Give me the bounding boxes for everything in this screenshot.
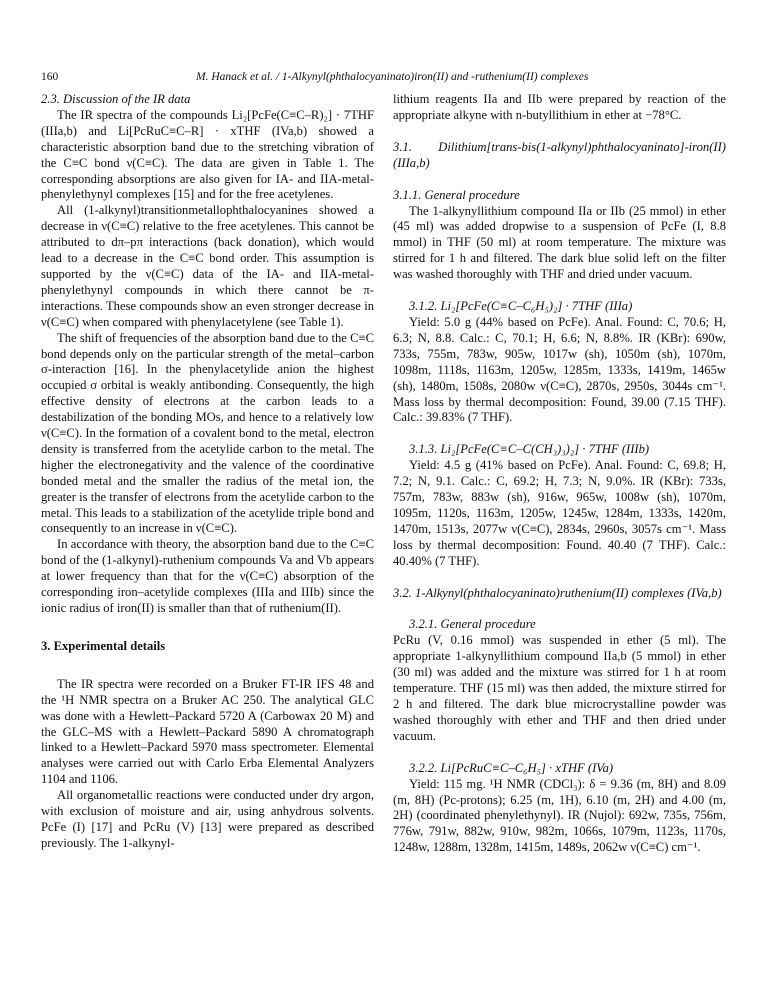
- paragraph: The IR spectra of the compounds Li₂[PcFe(C≡C–R)₂] · 7THF (IIIa,b) and Li[PcRuC≡C–R] · xTHF (IVa,b) showed a characteristic absorption band due to the stretching vibration of the C≡C bond ν(C≡C). The data are given in Table 1. The corresponding absorptions are also given for IA- and IIA-metal-phenylethynyl complexes [15] and for the free acetylenes.: [41, 107, 374, 202]
- section-3-2-1-title: 3.2.1. General procedure: [409, 617, 536, 632]
- section-2-3-title: 2.3. Discussion of the IR data: [41, 92, 191, 106]
- section-3-1-title: 3.1. Dilithium[trans-bis(1-alkynyl)phthalocyaninato]-iron(II) (IIIa,b): [393, 139, 726, 170]
- right-column: [393, 92, 726, 856]
- section-3-2-2-title: 3.2.2. Li[PcRuC≡C–C₆H₅] · xTHF (IVa): [409, 760, 614, 775]
- section-3-1-3-title: 3.1.3. Li₂[PcFe(C≡C–C(CH₃)₃)₂] · 7THF (IIIb): [409, 442, 650, 457]
- paragraph: The IR spectra were recorded on a Bruker FT-IR IFS 48 and the ¹H NMR spectra on a Bruker AC 250. The analytical GLC was done with a Hewlett–Packard 5720 A (Carbowax 20 M) and the GLC–MS with a Hewlett–Packard 5890 A chromatograph linked to a Hewlett–Packard 5970 mass spectrometer. Elemental analyses were carried out with Carlo Erba Elemental Analyzers 1104 and 1106.: [41, 676, 374, 787]
- section-3-title: 3. Experimental details: [41, 638, 166, 653]
- paragraph: PcRu (V, 0.16 mmol) was suspended in ether (5 ml). The appropriate 1-alkynyllithium compound IIa,b (5 mmol) in ether (30 ml) was added and the mixture was stirred for 1 h at room temperature. THF (15 ml) was then added, the mixture stirred for 2 h and filtered. The dark blue microcrystalline powder was washed thoroughly with ether and THF and then dried under vacuum.: [393, 633, 726, 743]
- paragraph: The 1-alkynyllithium compound IIa or IIb (25 mmol) in ether (45 ml) was added dropwise to a suspension of PcFe (I, 8.8 mmol) in THF (50 ml) at room temperature. The mixture was stirred for 1 h and filtered. The dark blue solid left on the filter was washed thoroughly with THF and dried under vacuum.: [393, 203, 726, 282]
- paragraph: All (1-alkynyl)transitionmetallophthalocyanines showed a decrease in ν(C≡C) relative to the free acetylenes. This cannot be attributed to dπ–pπ interactions (back donation), which would lead to a decrease in the C≡C bond order. This assumption is supported by the ν(C≡C) data of the IA- and IIA-metal-phenylethynyl compounds in which there cannot be π-interactions. These compounds show an even stronger decrease in ν(C≡C) when compared with phenylacetylene (see Table 1).: [41, 203, 374, 329]
- section-3-2-title: 3.2. 1-Alkynyl(phthalocyaninato)ruthenium(II) complexes (IVa,b): [393, 585, 722, 600]
- paragraph: Yield: 4.5 g (41% based on PcFe). Anal. Found: C, 69.8; H, 7.2; N, 9.1. Calc.: C, 69.2; H, 7.3; N, 9.0%. IR (KBr): 733s, 757m, 783w, 883w (sh), 916w, 965w, 1008w (sh), 1070m, 1095m, 1120s, 1163m, 1205w, 1245w, 1284m, 1333s, 1420m, 1470m, 1513s, 2077w ν(C≡C), 2834s, 2960s, 3057s cm⁻¹. Mass loss by thermal decomposition: Found. 40.40 (7 THF). Calc.: 40.40% (7 THF).: [393, 458, 726, 568]
- section-3-1-2-title: 3.1.2. Li₂[PcFe(C≡C–C₆H₅)₂] · 7THF (IIIa): [409, 299, 633, 314]
- paragraph: In accordance with theory, the absorption band due to the C≡C bond of the (1-alkynyl)-ruthenium compounds Va and Vb appears at lower frequency than that for the ν(C≡C) absorption of the corresponding iron–acetylide complexes (IIIa and IIIb) since the ionic radius of iron(II) is smaller than that of ruthenium(II).: [41, 537, 374, 615]
- paragraph: The shift of frequencies of the absorption band due to the C≡C bond depends only on the particular strength of the metal–carbon σ-interaction [16]. In the phenylacetylide anion the highest occupied σ orbital is weakly antibonding. Consequently, the high effective density of electrons at the carbon leads to a destabilization of the bonding MOs, and hence to a relatively low ν(C≡C). In the formation of a covalent bond to the metal, electron density is transferred from the acetylide carbon to the metal. The higher the electronegativity and the valence of the coordinative bonded metal and the smaller the radius of the metal ion, the greater is the transfer of electrons from the acetylide carbon to the metal. This leads to a stabilization of the acetylide triple bond and consequently to an increase in ν(C≡C).: [41, 330, 374, 536]
- section-3-1-1-title: 3.1.1. General procedure: [393, 187, 520, 202]
- left-column: [41, 92, 374, 852]
- running-title: M. Hanack et al. / 1-Alkynyl(phthalocyaninato)iron(II) and -ruthenium(II) complexes: [196, 71, 589, 83]
- paragraph: Yield: 115 mg. ¹H NMR (CDCl₃): δ = 9.36 (m, 8H) and 8.09 (m, 8H) (Pc-protons); 6.25 (m, 1H), 6.10 (m, 2H) and 4.00 (m, 2H) (coordinated phenylethynyl). IR (Nujol): 692w, 735s, 756m, 776w, 791w, 882w, 910w, 982m, 1066s, 1079m, 1123s, 1170s, 1248w, 1288m, 1328m, 1415m, 1489s, 2062w ν(C≡C) cm⁻¹.: [393, 776, 726, 855]
- paragraph: Yield: 5.0 g (44% based on PcFe). Anal. Found: C, 70.6; H, 6.3; N, 8.8. Calc.: C, 70.1; H, 6.6; N, 8.8%. IR (KBr): 690w, 733s, 755m, 783w, 905w, 1017w (sh), 1050m (sh), 1070m, 1098m, 1118s, 1163m, 1205w, 1285m, 1333s, 1419m, 1465w (sh), 1480m, 1508s, 2080w ν(C≡C), 2870s, 2950s, 3044s cm⁻¹. Mass loss by thermal decomposition: Found, 39.00 (7.15 THF). Calc.: 39.83% (7 THF).: [393, 314, 726, 425]
- page-number: 160: [41, 71, 59, 83]
- paragraph: lithium reagents IIa and IIb were prepared by reaction of the appropriate alkyne with n-butyllithium in ether at −78°C.: [393, 92, 726, 122]
- page-header: [41, 68, 727, 86]
- paragraph: All organometallic reactions were conducted under dry argon, with exclusion of moisture and air, using anhydrous solvents. PcFe (I) [17] and PcRu (V) [13] were prepared as described previously. The 1-alkynyl-: [41, 788, 374, 850]
